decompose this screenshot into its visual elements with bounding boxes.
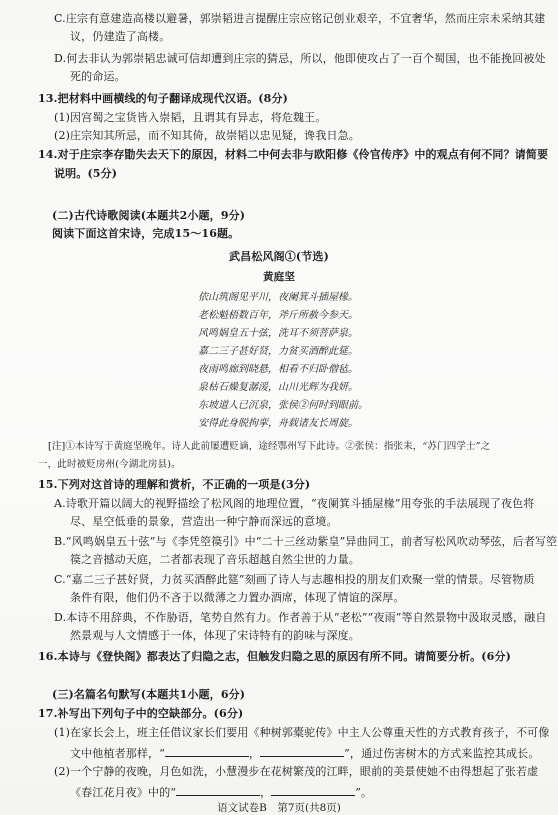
q15-option-a-line2: 尽、星空低垂的景象，营造出一种宁静而深远的意境。 xyxy=(70,515,338,528)
q17-item2-suffix: ”。 xyxy=(355,786,373,799)
q17-item2-blank-1[interactable] xyxy=(176,784,260,796)
section2-header: (二)古代诗歌阅读(本题共2小题，9分) xyxy=(52,209,246,222)
section3-header: (三)名篇名句默写(本题共1小题，6分) xyxy=(52,688,246,701)
q15-option-d-line2: 然景观与人文情感于一体，体现了宋诗特有的韵味与深度。 xyxy=(70,629,360,642)
q15-option-c-line1: C.“嘉二三子甚好贤，力贫买酒醉此筵”刻画了诗人与志趣相投的朋友们欢聚一堂的情景。尽管物质 xyxy=(54,573,535,586)
q15-option-d-line1: D.本诗不用辞典，不作胁语，笔势自然有力。作者善于从“老松”“夜雨”等自然景物中汲取灵感，融自 xyxy=(54,611,547,624)
q17-stem: 17.补写出下列句子中的空缺部分。(6分) xyxy=(38,707,244,720)
q17-item1-comma: ， xyxy=(248,747,261,760)
q14-stem-line1: 14.对于庄宗李存勖失去天下的原因，材料二中何去非与欧阳修《伶官传序》中的观点有何不同？请简要 xyxy=(38,148,549,161)
poem-line-7: 东坡道人已沉泉，张侯②何时到眼前。 xyxy=(198,400,368,411)
poem-author: 黄庭坚 xyxy=(263,271,295,283)
poem-note-line2: 一，此时被贬房州(今湖北房县)。 xyxy=(38,459,181,470)
poem-title: 武昌松风阁①(节选) xyxy=(229,250,329,263)
q12-option-c-line2: 议，仍建造了高楼。 xyxy=(70,30,171,43)
q15-option-a-line1: A.诗歌开篇以阔大的视野描绘了松风阁的地理位置，“夜阑箕斗插屋椽”用夸张的手法展现了夜色将 xyxy=(54,497,535,510)
q17-item1-blank-1[interactable] xyxy=(165,745,249,757)
poem-line-5: 夜雨鸣廊到晓悬，相看不归卧僧毡。 xyxy=(198,364,358,375)
q17-item1-line2 xyxy=(70,745,539,761)
poem-line-2: 老松魁梧数百年，斧斤所赦今参天。 xyxy=(198,310,358,321)
poem-line-3: 风鸣娲皇五十弦，洗耳不须菩萨泉。 xyxy=(198,328,358,339)
section2-intro: 阅读下面这首宋诗，完成15～16题。 xyxy=(52,227,240,240)
q12-option-c-line1: C.庄宗有意建造高楼以避暑，郭崇韬进言提醒庄宗应铭记创业艰辛，不宜奢华，然而庄宗未采纳其建 xyxy=(54,12,546,25)
poem-line-4: 嘉二三子甚好贤，力贫买酒醉此筵。 xyxy=(198,346,358,357)
poem-line-8: 安得此身脱拘挛，舟载诸友长周旋。 xyxy=(198,418,358,429)
poem-line-1: 依山筑阁见平川，夜阑箕斗插屋椽。 xyxy=(198,292,358,303)
q17-item1-line1: (1)在家长会上，班主任借议家长们要用《种树郭橐驼传》中主人公尊重天性的方式教育孩子，不可像 xyxy=(54,726,550,739)
poem-note-line1: [注]①本诗写于黄庭坚晚年。诗人此前屡遭贬谪，途经鄂州写下此诗。②张侯：指张耒，“苏门四学士”之 xyxy=(48,441,491,452)
page-footer: 语文试卷B 第7页(共8页) xyxy=(217,802,341,814)
q14-stem-line2: 说明。(5分) xyxy=(54,167,118,180)
q17-item1-prefix: 文中他植者那样，“ xyxy=(70,747,165,760)
q17-item2-blank-2[interactable] xyxy=(271,784,355,796)
q15-stem: 15.下列对这首诗的理解和赏析，不正确的一项是(3分) xyxy=(38,478,311,491)
q17-item2-line2 xyxy=(70,784,372,800)
q17-item2-prefix: 《春江花月夜》中的“ xyxy=(70,786,177,799)
q17-item1-suffix: ”，通过伤害树木的方式来监控其成长。 xyxy=(344,747,540,760)
q16-stem: 16.本诗与《登快阁》都表达了归隐之志，但触发归隐之思的原因有所不同。请简要分析。(6分) xyxy=(38,650,511,663)
q13-sentence-2: (2)庄宗知其所忌，而不知其倚，故崇韬以忠见疑，谗我日急。 xyxy=(54,129,360,142)
q17-item2-comma: ， xyxy=(260,786,272,799)
q12-option-d-line1: D.何去非认为郭崇韬忠诚可信却遭到庄宗的猜忌，所以，他即使攻占了一百个蜀国，也不能挽回被处 xyxy=(54,52,546,65)
q13-stem: 13.把材料中画横线的句子翻译成现代汉语。(8分) xyxy=(38,92,288,105)
q15-option-b-line1: B.“风鸣娲皇五十弦”与《李凭箜篌引》中“二十三丝动紫皇”异曲同工，前者写松风吹动琴弦，后者写箜 xyxy=(54,535,558,548)
q17-item2-line1: (2)一个宁静的夜晚，月色如洗，小慧漫步在花树繁茂的江畔，眼前的美景使她不由得想起了张若虚 xyxy=(54,765,539,778)
q12-option-d-line2: 死的命运。 xyxy=(70,70,126,83)
q15-option-c-line2: 条件有限，他们仍不吝于以微薄之力置办酒席，体现了情谊的深厚。 xyxy=(70,591,405,604)
q17-item1-blank-2[interactable] xyxy=(260,745,344,757)
q15-option-b-line2: 篌之音撼动天庭，二者都表现了音乐超越自然尘世的力量。 xyxy=(70,553,360,566)
q13-sentence-1: (1)因宫蜀之宝货皆入崇韬，且谓其有异志，将危魏王。 xyxy=(54,111,327,124)
poem-line-6: 泉枯石燥复潺湲，山川光辉为我妍。 xyxy=(198,382,358,393)
